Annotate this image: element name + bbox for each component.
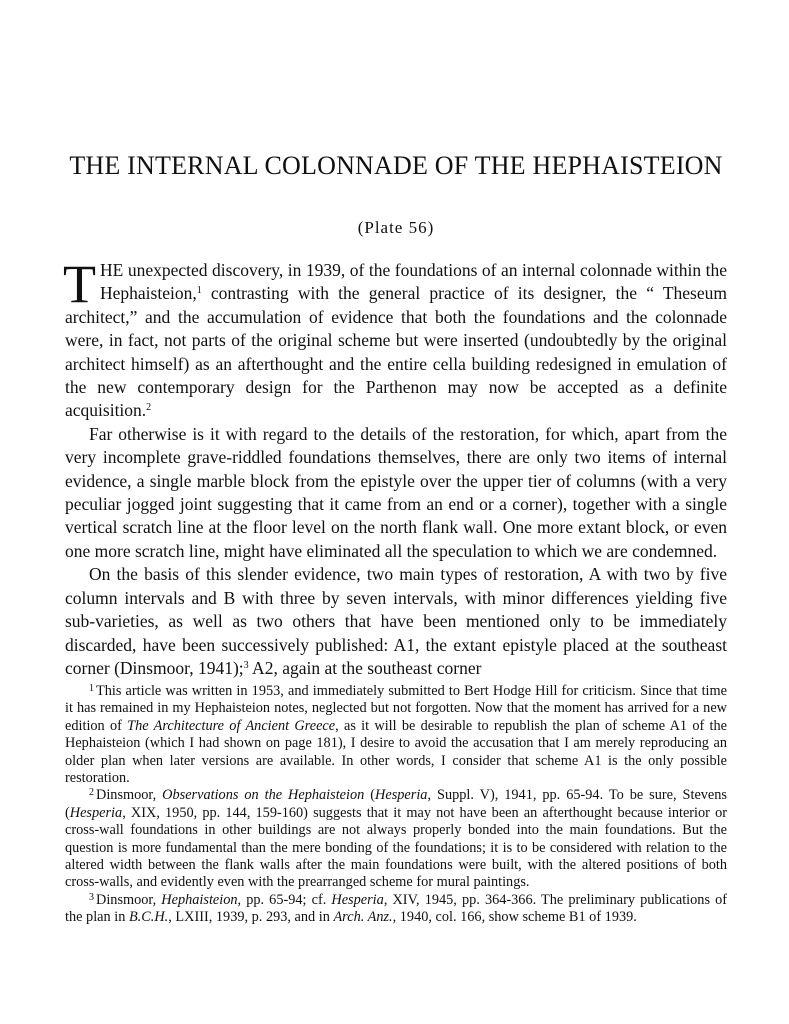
italic-text: Arch. Anz. — [333, 909, 393, 926]
text-run: HE unexpected discovery, in 1939, of the foundations of an internal colonnade within the Hephaisteion, — [100, 260, 727, 304]
text-run: ( — [364, 787, 376, 804]
footnote — [65, 787, 727, 891]
text-run: , LXIII, 1939, p. 293, and in — [168, 909, 334, 926]
plate-label: (Plate 56) — [357, 218, 435, 237]
italic-text: Hephaisteion — [161, 891, 238, 908]
text-run: Far otherwise is it with regard to the details of the restoration, for which, apart from the very incomplete grave-riddled foundations themselves, there are only two items of internal evidence, a single marble block from the epistyle over the upper tier of columns (with a very peculiar jogged joint suggesting that it came from an end or a corner), together with a single vertical scratch line at the floor level on the north flank wall. One more extant block, or even one more scratch line, might have eliminated all the speculation to which we are condemned. — [65, 423, 727, 561]
text-run: , XIV, 1945, pp. 364-366. The preliminary publications of the plan in — [65, 891, 728, 926]
footnote — [65, 683, 727, 787]
article-title: THE INTERNAL COLONNADE OF THE HEPHAISTEION — [69, 151, 723, 180]
text-run: Dinsmoor, — [96, 891, 162, 908]
text-run: Dinsmoor, — [96, 787, 163, 804]
text-run: , 1940, col. 166, show scheme B1 of 1939. — [392, 909, 637, 926]
footnote-reference: 3 — [243, 659, 249, 671]
paragraph — [65, 423, 727, 563]
footnote-reference: 2 — [146, 402, 152, 414]
italic-text: The Architecture of Ancient Greece — [127, 717, 336, 734]
italic-text: Hesperia — [69, 804, 123, 821]
text-run: On the basis of this slender evidence, two main types of restoration, A with two by five column intervals and B with three by seven intervals, with minor differences yielding five sub-varieties, as well as two others that have been mentioned only to be immediately discarded, have been successively published: A1, the extant epistyle placed at the southeast corner (Dinsmoor, 1941); — [65, 564, 727, 678]
text-run: , Suppl. V), 1941, pp. 65-94. To be sure, Stevens ( — [65, 787, 727, 821]
paragraph — [63, 254, 727, 423]
text-run: , XIX, 1950, pp. 144, 159-160) suggests that it may not have been an afterthought because interior or cross-wall foundations in other buildings are not always properly bonded into the main foundations. But the question is more fundamental than the mere bonding of the foundations; it is to be considered with relation to the altered width between the flank walls after the main foundations were built, with the altered positions of both cross-walls, and evidently even with the prearranged scheme for mural paintings. — [65, 804, 727, 891]
footnotes — [65, 683, 727, 927]
footnote — [65, 892, 727, 927]
italic-text: Observations on the Hephaisteion — [162, 787, 365, 804]
italic-text: Hesperia — [375, 787, 428, 804]
plate-reference — [65, 217, 727, 239]
footnote-reference: 1 — [196, 285, 202, 297]
footnote-number: 2 — [89, 787, 94, 799]
text-run: This article was written in 1953, and immediately submitted to Bert Hodge Hill for criticism. Since that time it has remained in my Hephaisteion notes, neglected but not forgotten. Now that the moment has arrived for a new edition of — [65, 683, 727, 734]
text-run: contrasting with the general practice of its designer, the “ Theseum architect,” and the accumulation of evidence that both the foundations and the colonnade were, in fact, not parts of the original scheme but were inserted (undoubtedly by the original architect himself) as an afterthought and the entire cella building redesigned in emulation of the new contemporary design for the Parthenon may now be accepted as a definite acquisition. — [65, 283, 727, 421]
footnote-number: 3 — [89, 891, 94, 903]
text-run: A2, again at the southeast corner — [248, 657, 482, 678]
italic-text: B.C.H. — [128, 909, 169, 926]
text-run: , as it will be desirable to republish the plan of scheme A1 of the Hephaisteion (which I had shown on page 181), I desire to avoid the accusation that I am merely reproducing an older plan when later versions are available. In other words, I consider that scheme A1 is the only possible restoration. — [65, 717, 727, 787]
paragraph — [65, 563, 727, 680]
text-run: , pp. 65-94; cf. — [237, 891, 332, 908]
drop-cap: T — [63, 254, 96, 314]
italic-text: Hesperia — [331, 891, 384, 908]
footnote-number: 1 — [89, 683, 94, 694]
body-text — [63, 254, 727, 680]
